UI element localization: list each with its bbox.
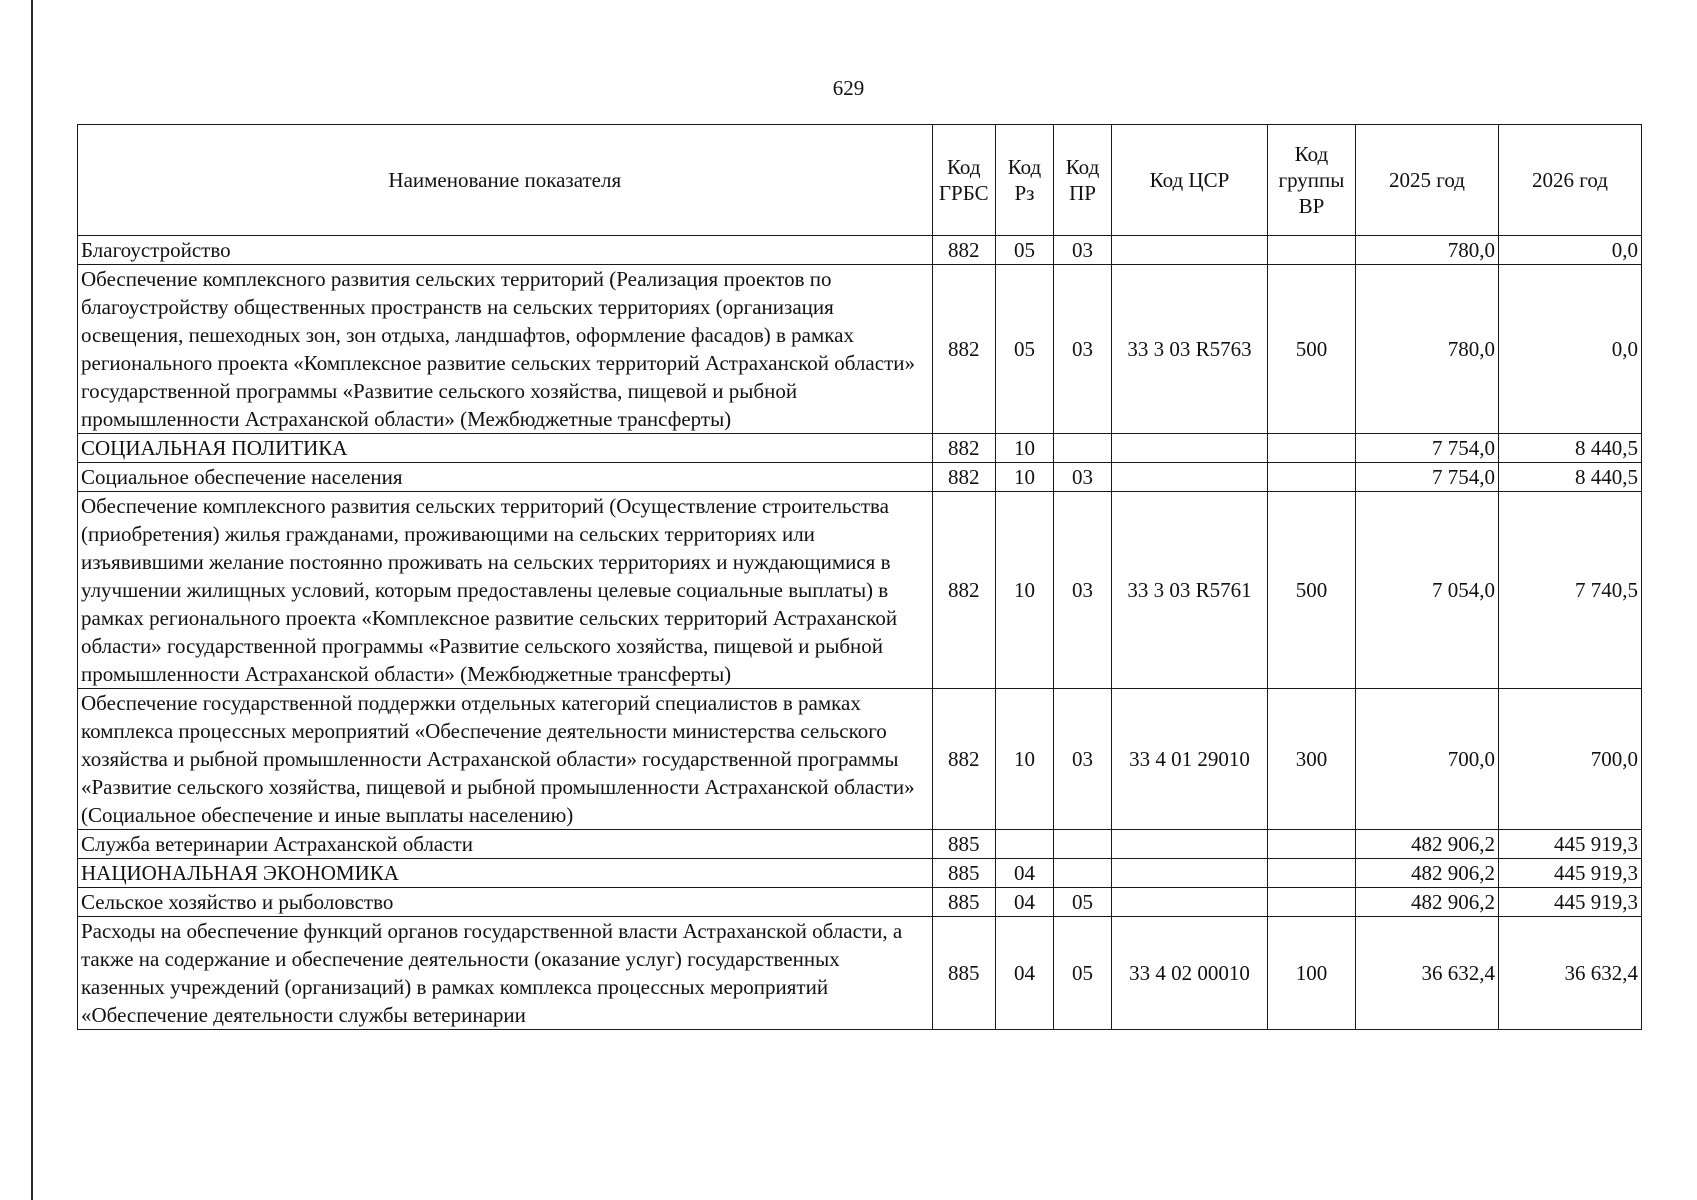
cell-pr — [1053, 830, 1111, 859]
cell-2025: 482 906,2 — [1356, 888, 1499, 917]
cell-pr: 03 — [1053, 492, 1111, 689]
cell-grbs: 885 — [932, 917, 995, 1030]
cell-grbs: 882 — [932, 236, 995, 265]
cell-2026: 700,0 — [1498, 689, 1641, 830]
cell-grbs: 882 — [932, 492, 995, 689]
cell-name: Сельское хозяйство и рыболовство — [78, 888, 933, 917]
cell-vr — [1267, 463, 1355, 492]
table-row — [78, 463, 1642, 492]
cell-csr — [1112, 463, 1268, 492]
cell-rz: 05 — [995, 265, 1053, 434]
cell-2025: 482 906,2 — [1356, 859, 1499, 888]
cell-2025: 7 754,0 — [1356, 463, 1499, 492]
header-grbs: Код ГРБС — [932, 125, 995, 236]
cell-grbs: 882 — [932, 265, 995, 434]
cell-rz: 10 — [995, 434, 1053, 463]
cell-2026: 36 632,4 — [1498, 917, 1641, 1030]
cell-2026: 0,0 — [1498, 265, 1641, 434]
table-header-row — [78, 125, 1642, 236]
cell-2025: 36 632,4 — [1356, 917, 1499, 1030]
cell-name: НАЦИОНАЛЬНАЯ ЭКОНОМИКА — [78, 859, 933, 888]
cell-name: Благоустройство — [78, 236, 933, 265]
cell-2026: 0,0 — [1498, 236, 1641, 265]
cell-pr: 03 — [1053, 689, 1111, 830]
cell-vr: 300 — [1267, 689, 1355, 830]
cell-csr — [1112, 859, 1268, 888]
cell-name: СОЦИАЛЬНАЯ ПОЛИТИКА — [78, 434, 933, 463]
cell-rz: 05 — [995, 236, 1053, 265]
cell-csr: 33 4 02 00010 — [1112, 917, 1268, 1030]
cell-pr: 03 — [1053, 463, 1111, 492]
cell-name: Служба ветеринарии Астраханской области — [78, 830, 933, 859]
table-row — [78, 265, 1642, 434]
cell-pr: 03 — [1053, 265, 1111, 434]
cell-2025: 7 754,0 — [1356, 434, 1499, 463]
cell-grbs: 885 — [932, 830, 995, 859]
table-row — [78, 830, 1642, 859]
cell-rz: 04 — [995, 859, 1053, 888]
cell-rz: 10 — [995, 463, 1053, 492]
cell-name: Обеспечение комплексного развития сельских территорий (Осуществление строительства (приобретения) жилья гражданами, проживающими на сельских территориях или изъявившими желание постоянно проживать на сельских территориях и нуждающимися в улучшении жилищных условий, которым предоставлены целевые социальные выплаты) в рамках регионального проекта «Комплексное развитие сельских территорий Астраханской области» государственной программы «Развитие сельского хозяйства, пищевой и рыбной промышленности Астраханской области» (Межбюджетные трансферты) — [78, 492, 933, 689]
cell-csr: 33 3 03 R5761 — [1112, 492, 1268, 689]
page-number: 629 — [832, 76, 865, 100]
cell-vr: 500 — [1267, 265, 1355, 434]
cell-name: Расходы на обеспечение функций органов государственной власти Астраханской области, а также на содержание и обеспечение деятельности (оказание услуг) государственных казенных учреждений (организаций) в рамках комплекса процессных мероприятий «Обеспечение деятельности службы ветеринарии — [78, 917, 933, 1030]
cell-pr — [1053, 859, 1111, 888]
cell-2025: 700,0 — [1356, 689, 1499, 830]
cell-2026: 8 440,5 — [1498, 463, 1641, 492]
cell-csr — [1112, 888, 1268, 917]
cell-csr — [1112, 236, 1268, 265]
cell-pr: 05 — [1053, 888, 1111, 917]
header-name: Наименование показателя — [78, 125, 933, 236]
cell-pr: 03 — [1053, 236, 1111, 265]
cell-csr — [1112, 830, 1268, 859]
cell-grbs: 882 — [932, 689, 995, 830]
cell-vr — [1267, 888, 1355, 917]
cell-2026: 445 919,3 — [1498, 830, 1641, 859]
table-row — [78, 917, 1642, 1030]
cell-2025: 780,0 — [1356, 265, 1499, 434]
cell-grbs: 882 — [932, 434, 995, 463]
cell-csr: 33 4 01 29010 — [1112, 689, 1268, 830]
table-row — [78, 492, 1642, 689]
cell-vr — [1267, 830, 1355, 859]
budget-table — [77, 124, 1642, 1030]
table-row — [78, 689, 1642, 830]
cell-2026: 7 740,5 — [1498, 492, 1641, 689]
cell-vr — [1267, 434, 1355, 463]
cell-rz: 10 — [995, 492, 1053, 689]
cell-name: Обеспечение комплексного развития сельских территорий (Реализация проектов по благоустройству общественных пространств на сельских территориях (организация освещения, пешеходных зон, зон отдыха, ландшафтов, оформление фасадов) в рамках регионального проекта «Комплексное развитие сельских территорий Астраханской области» государственной программы «Развитие сельского хозяйства, пищевой и рыбной промышленности Астраханской области» (Межбюджетные трансферты) — [78, 265, 933, 434]
header-pr: Код ПР — [1053, 125, 1111, 236]
cell-2026: 8 440,5 — [1498, 434, 1641, 463]
cell-csr — [1112, 434, 1268, 463]
header-vr: Код группы ВР — [1267, 125, 1355, 236]
cell-pr: 05 — [1053, 917, 1111, 1030]
page-binding-line — [31, 0, 33, 1200]
cell-csr: 33 3 03 R5763 — [1112, 265, 1268, 434]
cell-vr — [1267, 859, 1355, 888]
header-2026: 2026 год — [1498, 125, 1641, 236]
cell-2025: 482 906,2 — [1356, 830, 1499, 859]
cell-rz: 10 — [995, 689, 1053, 830]
cell-rz: 04 — [995, 917, 1053, 1030]
cell-2026: 445 919,3 — [1498, 888, 1641, 917]
cell-2026: 445 919,3 — [1498, 859, 1641, 888]
table-row — [78, 434, 1642, 463]
table-row — [78, 859, 1642, 888]
cell-grbs: 882 — [932, 463, 995, 492]
cell-vr: 500 — [1267, 492, 1355, 689]
cell-vr — [1267, 236, 1355, 265]
cell-grbs: 885 — [932, 859, 995, 888]
table-row — [78, 236, 1642, 265]
cell-name: Социальное обеспечение населения — [78, 463, 933, 492]
cell-grbs: 885 — [932, 888, 995, 917]
header-2025: 2025 год — [1356, 125, 1499, 236]
cell-rz: 04 — [995, 888, 1053, 917]
cell-name: Обеспечение государственной поддержки отдельных категорий специалистов в рамках комплекса процессных мероприятий «Обеспечение деятельности министерства сельского хозяйства и рыбной промышленности Астраханской области» государственной программы «Развитие сельского хозяйства, пищевой и рыбной промышленности Астраханской области» (Социальное обеспечение и иные выплаты населению) — [78, 689, 933, 830]
header-csr: Код ЦСР — [1112, 125, 1268, 236]
cell-pr — [1053, 434, 1111, 463]
cell-vr: 100 — [1267, 917, 1355, 1030]
cell-2025: 780,0 — [1356, 236, 1499, 265]
header-rz: Код Рз — [995, 125, 1053, 236]
cell-2025: 7 054,0 — [1356, 492, 1499, 689]
table-row — [78, 888, 1642, 917]
cell-rz — [995, 830, 1053, 859]
